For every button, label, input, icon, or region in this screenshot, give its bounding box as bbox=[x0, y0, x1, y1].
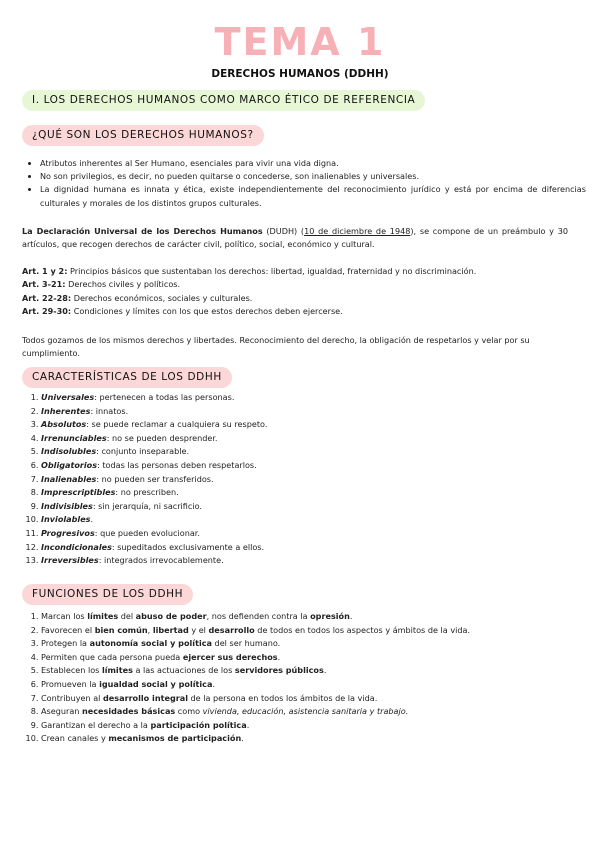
funcion-text: Protegen la bbox=[41, 638, 90, 649]
page-title: TEMA 1 bbox=[214, 20, 386, 64]
funcion-item bbox=[41, 637, 587, 651]
funcion-text: del bbox=[118, 611, 136, 621]
dudh-text-rest: ), se compone de un preámbulo y 30 artículos, que recogen derechos de carácter civil, político, social, económico y cultural. bbox=[22, 226, 569, 250]
caracteristica-item bbox=[41, 445, 587, 459]
funcion-text: . bbox=[241, 733, 244, 744]
funcion-text: . bbox=[349, 611, 353, 621]
funcion-item bbox=[41, 678, 587, 692]
caracteristica-item bbox=[41, 513, 587, 527]
caracteristica-term: Universales bbox=[41, 392, 95, 402]
funcion-text: ejercer sus derechos bbox=[182, 651, 278, 662]
caracteristica-desc: : no se pueden desprender. bbox=[106, 432, 218, 443]
caracteristica-item bbox=[41, 391, 587, 405]
funcion-item bbox=[41, 719, 587, 733]
funcion-text: . bbox=[277, 651, 281, 662]
caracteristica-term: Indisolubles bbox=[41, 446, 97, 457]
funcion-text: servidores públicos bbox=[234, 665, 324, 676]
heading-que-son: ¿QUÉ SON LOS DERECHOS HUMANOS? bbox=[22, 125, 264, 146]
caracteristica-item bbox=[41, 405, 587, 419]
caracteristica-item bbox=[41, 500, 587, 514]
caracteristica-desc: : que pueden evolucionar. bbox=[94, 527, 200, 538]
caracteristica-term: Inviolables bbox=[41, 514, 91, 525]
funcion-text: desarrollo bbox=[208, 624, 255, 635]
funcion-item bbox=[41, 610, 587, 624]
article-label: Art. 3-21: bbox=[22, 279, 66, 290]
caracteristica-term: Progresivos bbox=[41, 527, 95, 538]
funcion-text: . bbox=[323, 665, 327, 676]
caracteristica-item bbox=[41, 527, 587, 541]
funcion-text: , bbox=[147, 624, 153, 635]
que-son-bullet-list bbox=[22, 157, 586, 210]
caracteristica-term: Absolutos bbox=[41, 419, 87, 430]
caracteristica-item bbox=[41, 486, 587, 500]
funcion-text: necesidades básicas bbox=[82, 706, 176, 717]
caracteristica-desc: : todas las personas deben respetarlos. bbox=[97, 459, 257, 470]
article-text: Derechos económicos, sociales y culturales. bbox=[71, 292, 253, 303]
funcion-text: igualdad social y política bbox=[99, 678, 213, 689]
caracteristica-term: Indivisibles bbox=[41, 500, 93, 511]
funcion-item bbox=[41, 664, 587, 678]
caracteristica-term: Incondicionales bbox=[41, 541, 112, 552]
caracteristica-desc: : innatos. bbox=[90, 405, 129, 416]
caracteristica-desc: : supeditados exclusivamente a ellos. bbox=[111, 541, 265, 552]
heading-funciones: FUNCIONES DE LOS DDHH bbox=[22, 584, 193, 605]
articles-list bbox=[22, 265, 568, 319]
caracteristica-desc: : conjunto inseparable. bbox=[96, 446, 190, 457]
funcion-text: abuso de poder bbox=[135, 611, 207, 621]
caracteristica-term: Inherentes bbox=[41, 405, 91, 416]
funcion-text: y el bbox=[188, 624, 209, 635]
funcion-text: Contribuyen al bbox=[41, 692, 104, 703]
funcion-text: Aseguran bbox=[41, 706, 82, 717]
article-text: Condiciones y límites con los que estos derechos deben ejercerse. bbox=[71, 306, 343, 317]
caracteristica-item bbox=[41, 459, 587, 473]
funcion-text: vivienda, educación, asistencia sanitaria y trabajo. bbox=[202, 706, 409, 717]
funcion-text: . bbox=[212, 678, 216, 689]
funcion-text: Promueven la bbox=[41, 678, 100, 689]
caracteristica-item bbox=[41, 432, 587, 446]
funcion-item bbox=[41, 732, 587, 746]
section-heading-marco-etico: I. LOS DERECHOS HUMANOS COMO MARCO ÉTICO DE REFERENCIA bbox=[22, 90, 425, 111]
dudh-date: 10 de diciembre de 1948 bbox=[304, 226, 411, 236]
list-item: • La dignidad humana es innata y ética, existe independientemente del reconocimiento jurídico y está por encima de diferencias culturales y morales de los distintos grupos culturales. bbox=[40, 183, 586, 209]
funcion-text: del ser humano. bbox=[211, 638, 281, 649]
funcion-text: opresión bbox=[310, 611, 350, 621]
funcion-text: a las actuaciones de los bbox=[132, 665, 235, 676]
closing-paragraph: Todos gozamos de los mismos derechos y libertades. Reconocimiento del derecho, la obligación de respetarlos y velar por su cumplimiento. bbox=[22, 335, 530, 359]
article-text: Principios básicos que sustentaban los derechos: libertad, igualdad, fraternidad y no discriminación. bbox=[67, 266, 477, 276]
funcion-text: límites bbox=[87, 611, 119, 621]
funcion-item bbox=[41, 651, 587, 665]
caracteristica-desc: : sin jerarquía, ni sacrificio. bbox=[92, 500, 202, 511]
funcion-text: libertad bbox=[152, 624, 189, 635]
caracteristica-desc: : no prescriben. bbox=[115, 487, 179, 498]
funcion-item bbox=[41, 692, 587, 706]
funcion-text: Marcan los bbox=[41, 611, 88, 621]
caracteristica-desc: : no pueden ser transferidos. bbox=[96, 473, 214, 484]
funcion-text: . bbox=[246, 719, 250, 730]
funcion-text: de la persona en todos los ámbitos de la vida. bbox=[187, 692, 378, 703]
dudh-paragraph bbox=[22, 225, 568, 251]
list-item: • Atributos inherentes al Ser Humano, esenciales para vivir una vida digna. bbox=[40, 157, 586, 170]
caracteristicas-list bbox=[22, 391, 587, 568]
caracteristica-desc: : se puede reclamar a cualquiera su respeto. bbox=[86, 419, 268, 430]
caracteristica-term: Inalienables bbox=[41, 473, 97, 484]
funcion-text: límites bbox=[101, 665, 133, 676]
funcion-text: participación política bbox=[150, 719, 247, 730]
caracteristica-desc: . bbox=[90, 514, 94, 525]
caracteristica-desc: : pertenecen a todas las personas. bbox=[94, 392, 235, 402]
funcion-text: Garantizan el derecho a la bbox=[41, 719, 151, 730]
caracteristica-item bbox=[41, 554, 587, 568]
caracteristica-term: Obligatorios bbox=[41, 459, 98, 470]
funcion-text: como bbox=[175, 706, 203, 717]
funcion-text: bien común bbox=[94, 624, 148, 635]
funcion-text: , nos defienden contra la bbox=[206, 611, 311, 621]
funcion-text: Crean canales y bbox=[41, 733, 109, 744]
funcion-text: mecanismos de participación bbox=[108, 733, 242, 744]
article-line bbox=[22, 305, 568, 318]
article-line bbox=[22, 292, 568, 305]
dudh-name: La Declaración Universal de los Derechos Humanos bbox=[22, 226, 263, 236]
article-label: Art. 1 y 2: bbox=[22, 266, 68, 276]
article-label: Art. 22-28: bbox=[22, 292, 72, 303]
funcion-text: Favorecen el bbox=[41, 624, 95, 635]
caracteristica-term: Imprescriptibles bbox=[41, 487, 116, 498]
funcion-text: Establecen los bbox=[41, 665, 102, 676]
funcion-item bbox=[41, 624, 587, 638]
page-subtitle: DERECHOS HUMANOS (DDHH) bbox=[211, 68, 389, 80]
funcion-text: de todos en todos los aspectos y ámbitos de la vida. bbox=[254, 624, 471, 635]
funcion-text: Permiten que cada persona pueda bbox=[41, 651, 183, 662]
caracteristica-item bbox=[41, 541, 587, 555]
dudh-text: (DUDH) ( bbox=[262, 226, 305, 236]
article-label: Art. 29-30: bbox=[22, 306, 72, 317]
caracteristica-term: Irrenunciables bbox=[41, 432, 107, 443]
heading-caracteristicas: CARACTERÍSTICAS DE LOS DDHH bbox=[22, 367, 232, 388]
list-item: • No son privilegios, es decir, no pueden quitarse o concederse, son inalienables y universales. bbox=[40, 170, 586, 183]
funciones-list bbox=[22, 610, 587, 746]
caracteristica-desc: : integrados irrevocablemente. bbox=[98, 555, 224, 566]
funcion-item bbox=[41, 705, 587, 719]
article-text: Derechos civiles y políticos. bbox=[65, 279, 181, 290]
caracteristica-item bbox=[41, 473, 587, 487]
funcion-text: autonomía social y política bbox=[89, 638, 212, 649]
article-line bbox=[22, 278, 568, 291]
caracteristica-item bbox=[41, 418, 587, 432]
caracteristica-term: Irreversibles bbox=[41, 555, 99, 566]
article-line bbox=[22, 265, 568, 278]
funcion-text: desarrollo integral bbox=[103, 692, 188, 703]
